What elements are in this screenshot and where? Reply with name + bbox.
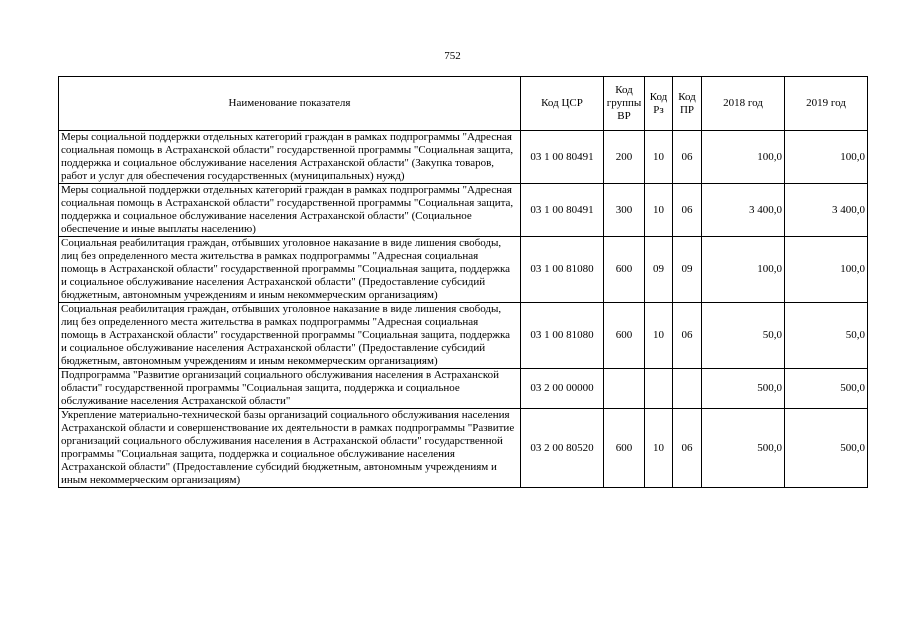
row-vr — [604, 369, 645, 409]
row-2018: 500,0 — [702, 409, 785, 488]
row-name: Подпрограмма "Развитие организаций социального обслуживания населения в Астраханской области" государственной программы "Социальная защита, поддержка и социальное обслуживание населения Астраханской области" — [59, 369, 521, 409]
row-name: Укрепление материально-технической базы организаций социального обслуживания населения Астраханской области и совершенствование их деятельности в рамках подпрограммы "Развитие организаций социального обслуживания населения в Астраханской области" государственной программы "Социальная защита, поддержка и социальное обслуживание населения Астраханской области" (Предоставление субсидий бюджетным, автономным учреждениям и иным некоммерческим организациям) — [59, 409, 521, 488]
header-2019: 2019 год — [785, 77, 868, 131]
row-2019: 500,0 — [785, 369, 868, 409]
row-2019: 3 400,0 — [785, 184, 868, 237]
table-row — [59, 131, 868, 184]
row-csr: 03 2 00 00000 — [521, 369, 604, 409]
row-2019: 100,0 — [785, 131, 868, 184]
row-rz: 10 — [645, 409, 673, 488]
row-2018: 500,0 — [702, 369, 785, 409]
row-pr — [673, 369, 702, 409]
row-2019: 500,0 — [785, 409, 868, 488]
row-csr: 03 1 00 80491 — [521, 131, 604, 184]
row-vr: 600 — [604, 237, 645, 303]
row-pr: 06 — [673, 131, 702, 184]
row-2018: 50,0 — [702, 303, 785, 369]
row-2018: 100,0 — [702, 237, 785, 303]
row-csr: 03 1 00 81080 — [521, 237, 604, 303]
row-rz: 10 — [645, 184, 673, 237]
row-vr: 200 — [604, 131, 645, 184]
table-row — [59, 303, 868, 369]
header-2018: 2018 год — [702, 77, 785, 131]
header-rz: Код Рз — [645, 77, 673, 131]
page-number: 752 — [444, 50, 461, 62]
row-2018: 3 400,0 — [702, 184, 785, 237]
table-row — [59, 237, 868, 303]
row-csr: 03 2 00 80520 — [521, 409, 604, 488]
header-csr: Код ЦСР — [521, 77, 604, 131]
row-vr: 600 — [604, 303, 645, 369]
row-vr: 600 — [604, 409, 645, 488]
row-name: Меры социальной поддержки отдельных категорий граждан в рамках подпрограммы "Адресная социальная помощь в Астраханской области" государственной программы "Социальная защита, поддержка и социальное обслуживание населения Астраханской области" (Социальное обеспечение и иные выплаты населению) — [59, 184, 521, 237]
row-2019: 100,0 — [785, 237, 868, 303]
table-row — [59, 184, 868, 237]
row-2019: 50,0 — [785, 303, 868, 369]
row-pr: 06 — [673, 303, 702, 369]
row-rz — [645, 369, 673, 409]
table-row — [59, 409, 868, 488]
row-name: Меры социальной поддержки отдельных категорий граждан в рамках подпрограммы "Адресная социальная помощь в Астраханской области" государственной программы "Социальная защита, поддержка и социальное обслуживание населения Астраханской области" (Закупка товаров, работ и услуг для обеспечения государственных (муниципальных) нужд) — [59, 131, 521, 184]
row-csr: 03 1 00 80491 — [521, 184, 604, 237]
budget-table — [58, 76, 868, 488]
row-pr: 06 — [673, 409, 702, 488]
row-rz: 10 — [645, 131, 673, 184]
header-vr: Код группы ВР — [604, 77, 645, 131]
row-rz: 09 — [645, 237, 673, 303]
row-pr: 09 — [673, 237, 702, 303]
row-pr: 06 — [673, 184, 702, 237]
row-vr: 300 — [604, 184, 645, 237]
table-row — [59, 369, 868, 409]
row-2018: 100,0 — [702, 131, 785, 184]
header-name: Наименование показателя — [59, 77, 521, 131]
row-name: Социальная реабилитация граждан, отбывших уголовное наказание в виде лишения свободы, лиц без определенного места жительства в рамках подпрограммы "Адресная социальная помощь в Астраханской области" государственной программы "Социальная защита, поддержка и социальное обслуживание населения Астраханской области" (Предоставление субсидий бюджетным, автономным учреждениям и иным некоммерческим организациям) — [59, 237, 521, 303]
row-rz: 10 — [645, 303, 673, 369]
header-row — [59, 77, 868, 131]
header-pr: Код ПР — [673, 77, 702, 131]
row-name: Социальная реабилитация граждан, отбывших уголовное наказание в виде лишения свободы, лиц без определенного места жительства в рамках подпрограммы "Адресная социальная помощь в Астраханской области" государственной программы "Социальная защита, поддержка и социальное обслуживание населения Астраханской области" (Предоставление субсидий бюджетным, автономным учреждениям и иным некоммерческим организациям) — [59, 303, 521, 369]
row-csr: 03 1 00 81080 — [521, 303, 604, 369]
